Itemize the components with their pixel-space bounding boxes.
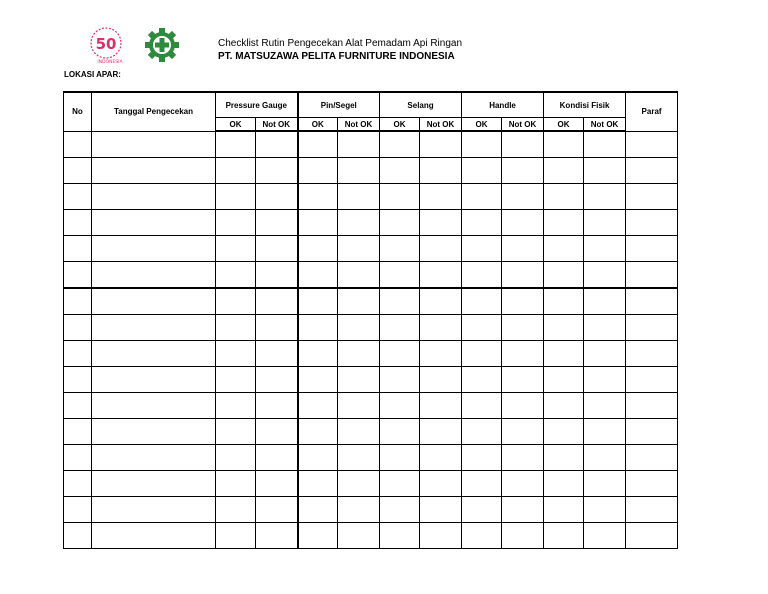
table-cell[interactable]	[298, 131, 338, 158]
table-cell[interactable]	[626, 419, 678, 445]
lokasi-apar-label: LOKASI APAR:	[64, 70, 121, 79]
table-cell[interactable]	[298, 262, 338, 289]
table-cell[interactable]	[298, 288, 338, 315]
table-cell[interactable]	[462, 262, 502, 289]
table-cell[interactable]	[338, 471, 380, 497]
group-header-pin-segel: Pin/Segel	[298, 92, 380, 118]
table-cell[interactable]	[544, 288, 584, 315]
table-cell[interactable]	[216, 341, 256, 367]
table-cell[interactable]	[462, 315, 502, 341]
k3-safety-gear-icon	[144, 27, 180, 63]
table-cell[interactable]	[256, 471, 298, 497]
table-cell[interactable]	[544, 315, 584, 341]
anniversary-caption: INDONESIA	[97, 60, 123, 65]
table-cell[interactable]	[502, 419, 544, 445]
table-cell[interactable]	[338, 523, 380, 549]
table-cell[interactable]	[298, 367, 338, 393]
table-cell[interactable]	[338, 445, 380, 471]
table-cell[interactable]	[462, 393, 502, 419]
table-cell[interactable]	[502, 288, 544, 315]
table-cell[interactable]	[544, 419, 584, 445]
table-cell[interactable]	[544, 497, 584, 523]
table-cell[interactable]	[462, 236, 502, 262]
table-cell[interactable]	[380, 236, 420, 262]
table-cell[interactable]	[584, 184, 626, 210]
table-cell[interactable]	[462, 419, 502, 445]
table-cell[interactable]	[544, 393, 584, 419]
table-cell[interactable]	[544, 236, 584, 262]
table-cell[interactable]	[380, 262, 420, 289]
table-cell[interactable]	[626, 315, 678, 341]
table-cell[interactable]	[92, 210, 216, 236]
table-cell[interactable]	[462, 158, 502, 184]
table-row	[64, 184, 678, 210]
table-cell[interactable]	[380, 315, 420, 341]
table-cell[interactable]	[420, 158, 462, 184]
table-cell[interactable]	[216, 315, 256, 341]
table-cell[interactable]	[626, 341, 678, 367]
table-cell[interactable]	[64, 236, 92, 262]
table-cell[interactable]	[584, 341, 626, 367]
table-cell[interactable]	[420, 131, 462, 158]
table-cell[interactable]	[64, 262, 92, 289]
table-cell[interactable]	[420, 341, 462, 367]
table-cell[interactable]	[92, 445, 216, 471]
table-cell[interactable]	[544, 367, 584, 393]
table-cell[interactable]	[380, 341, 420, 367]
document-title: Checklist Rutin Pengecekan Alat Pemadam Api Ringan	[218, 38, 463, 49]
table-cell[interactable]	[338, 497, 380, 523]
table-cell[interactable]	[462, 184, 502, 210]
table-cell[interactable]	[584, 367, 626, 393]
table-cell[interactable]	[502, 158, 544, 184]
ok-header: OK	[380, 118, 420, 132]
table-cell[interactable]	[216, 184, 256, 210]
col-date-header: Tanggal Pengecekan	[92, 92, 216, 131]
table-cell[interactable]	[420, 393, 462, 419]
table-cell[interactable]	[380, 184, 420, 210]
table-cell[interactable]	[338, 393, 380, 419]
col-no-header: No	[64, 92, 92, 131]
table-cell[interactable]	[420, 315, 462, 341]
table-row	[64, 131, 678, 158]
table-cell[interactable]	[584, 393, 626, 419]
table-cell[interactable]	[626, 523, 678, 549]
table-cell[interactable]	[298, 445, 338, 471]
table-cell[interactable]	[502, 236, 544, 262]
table-cell[interactable]	[584, 419, 626, 445]
table-cell[interactable]	[256, 523, 298, 549]
table-cell[interactable]	[256, 445, 298, 471]
table-cell[interactable]	[92, 315, 216, 341]
table-cell[interactable]	[626, 184, 678, 210]
table-cell[interactable]	[626, 131, 678, 158]
table-cell[interactable]	[64, 341, 92, 367]
table-cell[interactable]	[584, 471, 626, 497]
col-paraf-header: Paraf	[626, 92, 678, 131]
group-header-selang: Selang	[380, 92, 462, 118]
table-cell[interactable]	[92, 131, 216, 158]
table-cell[interactable]	[298, 523, 338, 549]
checklist-body	[64, 131, 678, 549]
table-cell[interactable]	[298, 236, 338, 262]
table-cell[interactable]	[64, 288, 92, 315]
table-cell[interactable]	[256, 367, 298, 393]
table-cell[interactable]	[462, 131, 502, 158]
table-cell[interactable]	[298, 210, 338, 236]
ok-header: OK	[216, 118, 256, 132]
table-cell[interactable]	[502, 184, 544, 210]
table-cell[interactable]	[584, 288, 626, 315]
table-cell[interactable]	[584, 497, 626, 523]
table-row	[64, 419, 678, 445]
table-cell[interactable]	[380, 419, 420, 445]
document-header	[218, 37, 462, 63]
table-cell[interactable]	[462, 445, 502, 471]
table-row	[64, 523, 678, 549]
table-cell[interactable]	[584, 523, 626, 549]
table-cell[interactable]	[92, 158, 216, 184]
table-cell[interactable]	[584, 158, 626, 184]
table-cell[interactable]	[216, 393, 256, 419]
table-cell[interactable]	[256, 131, 298, 158]
table-cell[interactable]	[338, 236, 380, 262]
table-cell[interactable]	[92, 288, 216, 315]
table-cell[interactable]	[462, 471, 502, 497]
table-cell[interactable]	[216, 158, 256, 184]
group-header-pressure-gauge: Pressure Gauge	[216, 92, 298, 118]
table-cell[interactable]	[338, 367, 380, 393]
table-cell[interactable]	[420, 523, 462, 549]
table-cell[interactable]	[64, 184, 92, 210]
table-cell[interactable]	[502, 523, 544, 549]
table-cell[interactable]	[92, 341, 216, 367]
table-cell[interactable]	[584, 262, 626, 289]
table-row	[64, 341, 678, 367]
table-cell[interactable]	[338, 158, 380, 184]
table-cell[interactable]	[298, 158, 338, 184]
table-cell[interactable]	[338, 210, 380, 236]
table-cell[interactable]	[380, 393, 420, 419]
table-row	[64, 210, 678, 236]
table-cell[interactable]	[626, 236, 678, 262]
table-cell[interactable]	[502, 471, 544, 497]
table-cell[interactable]	[420, 236, 462, 262]
table-cell[interactable]	[544, 523, 584, 549]
table-cell[interactable]	[64, 210, 92, 236]
table-cell[interactable]	[298, 393, 338, 419]
table-cell[interactable]	[92, 262, 216, 289]
table-cell[interactable]	[256, 341, 298, 367]
table-cell[interactable]	[256, 393, 298, 419]
table-cell[interactable]	[64, 497, 92, 523]
table-cell[interactable]	[298, 419, 338, 445]
table-cell[interactable]	[64, 445, 92, 471]
table-cell[interactable]	[626, 288, 678, 315]
table-row	[64, 367, 678, 393]
table-row	[64, 471, 678, 497]
table-cell[interactable]	[256, 236, 298, 262]
table-cell[interactable]	[544, 341, 584, 367]
not-ok-header: Not OK	[338, 118, 380, 132]
table-cell[interactable]	[298, 315, 338, 341]
table-cell[interactable]	[544, 184, 584, 210]
table-cell[interactable]	[626, 367, 678, 393]
table-cell[interactable]	[626, 393, 678, 419]
table-cell[interactable]	[64, 158, 92, 184]
table-row	[64, 236, 678, 262]
table-cell[interactable]	[626, 158, 678, 184]
table-cell[interactable]	[502, 341, 544, 367]
table-cell[interactable]	[338, 288, 380, 315]
table-cell[interactable]	[502, 262, 544, 289]
table-cell[interactable]	[298, 184, 338, 210]
table-cell[interactable]	[64, 367, 92, 393]
table-cell[interactable]	[462, 367, 502, 393]
table-cell[interactable]	[216, 288, 256, 315]
table-cell[interactable]	[380, 131, 420, 158]
table-row	[64, 288, 678, 315]
table-cell[interactable]	[92, 419, 216, 445]
table-cell[interactable]	[92, 393, 216, 419]
table-cell[interactable]	[462, 210, 502, 236]
table-row	[64, 393, 678, 419]
table-cell[interactable]	[626, 497, 678, 523]
table-cell[interactable]	[256, 262, 298, 289]
table-cell[interactable]	[544, 471, 584, 497]
table-cell[interactable]	[502, 445, 544, 471]
table-cell[interactable]	[216, 471, 256, 497]
table-cell[interactable]	[298, 341, 338, 367]
table-cell[interactable]	[380, 210, 420, 236]
table-cell[interactable]	[420, 471, 462, 497]
table-cell[interactable]	[544, 445, 584, 471]
table-cell[interactable]	[380, 288, 420, 315]
table-cell[interactable]	[256, 210, 298, 236]
table-cell[interactable]	[584, 445, 626, 471]
table-cell[interactable]	[92, 236, 216, 262]
table-cell[interactable]	[338, 341, 380, 367]
table-cell[interactable]	[502, 393, 544, 419]
table-cell[interactable]	[216, 236, 256, 262]
table-cell[interactable]	[64, 315, 92, 341]
company-name: PT. MATSUZAWA PELITA FURNITURE INDONESIA	[218, 51, 455, 62]
table-cell[interactable]	[420, 262, 462, 289]
table-row	[64, 315, 678, 341]
table-cell[interactable]	[92, 471, 216, 497]
table-cell[interactable]	[502, 210, 544, 236]
table-cell[interactable]	[92, 523, 216, 549]
table-cell[interactable]	[584, 315, 626, 341]
table-cell[interactable]	[256, 419, 298, 445]
table-cell[interactable]	[380, 158, 420, 184]
table-cell[interactable]	[338, 131, 380, 158]
table-cell[interactable]	[420, 497, 462, 523]
table-cell[interactable]	[584, 236, 626, 262]
table-cell[interactable]	[584, 210, 626, 236]
table-cell[interactable]	[216, 497, 256, 523]
table-cell[interactable]	[64, 393, 92, 419]
not-ok-header: Not OK	[502, 118, 544, 132]
table-cell[interactable]	[502, 497, 544, 523]
table-cell[interactable]	[216, 210, 256, 236]
table-row	[64, 262, 678, 289]
table-cell[interactable]	[216, 367, 256, 393]
not-ok-header: Not OK	[256, 118, 298, 132]
table-cell[interactable]	[380, 471, 420, 497]
table-cell[interactable]	[256, 497, 298, 523]
ok-header: OK	[298, 118, 338, 132]
group-header-handle: Handle	[462, 92, 544, 118]
not-ok-header: Not OK	[584, 118, 626, 132]
table-cell[interactable]	[380, 497, 420, 523]
table-cell[interactable]	[216, 131, 256, 158]
table-cell[interactable]	[64, 131, 92, 158]
table-cell[interactable]	[502, 131, 544, 158]
ok-header: OK	[544, 118, 584, 132]
table-cell[interactable]	[256, 288, 298, 315]
group-header-kondisi-fisik: Kondisi Fisik	[544, 92, 626, 118]
table-cell[interactable]	[338, 262, 380, 289]
table-cell[interactable]	[216, 523, 256, 549]
table-cell[interactable]	[544, 158, 584, 184]
table-cell[interactable]	[544, 210, 584, 236]
header-row-groups	[64, 92, 678, 118]
table-cell[interactable]	[92, 367, 216, 393]
table-cell[interactable]	[462, 288, 502, 315]
anniversary-number: 50	[95, 35, 117, 53]
table-cell[interactable]	[64, 471, 92, 497]
table-row	[64, 158, 678, 184]
table-cell[interactable]	[256, 184, 298, 210]
table-cell[interactable]	[420, 367, 462, 393]
table-cell[interactable]	[298, 497, 338, 523]
table-cell[interactable]	[626, 262, 678, 289]
table-cell[interactable]	[338, 184, 380, 210]
table-cell[interactable]	[92, 497, 216, 523]
table-cell[interactable]	[626, 210, 678, 236]
table-cell[interactable]	[64, 419, 92, 445]
table-cell[interactable]	[502, 315, 544, 341]
table-cell[interactable]	[462, 497, 502, 523]
table-cell[interactable]	[420, 288, 462, 315]
table-cell[interactable]	[338, 315, 380, 341]
table-row	[64, 445, 678, 471]
anniversary-50-logo-icon	[86, 25, 130, 65]
logo-area	[86, 25, 186, 65]
table-cell[interactable]	[462, 523, 502, 549]
table-cell[interactable]	[420, 184, 462, 210]
checklist-table	[63, 91, 678, 549]
table-cell[interactable]	[216, 262, 256, 289]
table-cell[interactable]	[380, 367, 420, 393]
table-cell[interactable]	[338, 419, 380, 445]
table-cell[interactable]	[92, 184, 216, 210]
table-cell[interactable]	[64, 523, 92, 549]
table-cell[interactable]	[256, 158, 298, 184]
table-cell[interactable]	[298, 471, 338, 497]
table-cell[interactable]	[626, 445, 678, 471]
table-cell[interactable]	[380, 445, 420, 471]
table-cell[interactable]	[462, 341, 502, 367]
table-cell[interactable]	[502, 367, 544, 393]
not-ok-header: Not OK	[420, 118, 462, 132]
table-cell[interactable]	[216, 445, 256, 471]
table-cell[interactable]	[626, 471, 678, 497]
table-cell[interactable]	[420, 445, 462, 471]
table-cell[interactable]	[584, 131, 626, 158]
table-cell[interactable]	[256, 315, 298, 341]
table-cell[interactable]	[216, 419, 256, 445]
table-cell[interactable]	[380, 523, 420, 549]
ok-header: OK	[462, 118, 502, 132]
table-cell[interactable]	[420, 210, 462, 236]
table-cell[interactable]	[544, 262, 584, 289]
table-row	[64, 497, 678, 523]
table-cell[interactable]	[420, 419, 462, 445]
table-cell[interactable]	[544, 131, 584, 158]
